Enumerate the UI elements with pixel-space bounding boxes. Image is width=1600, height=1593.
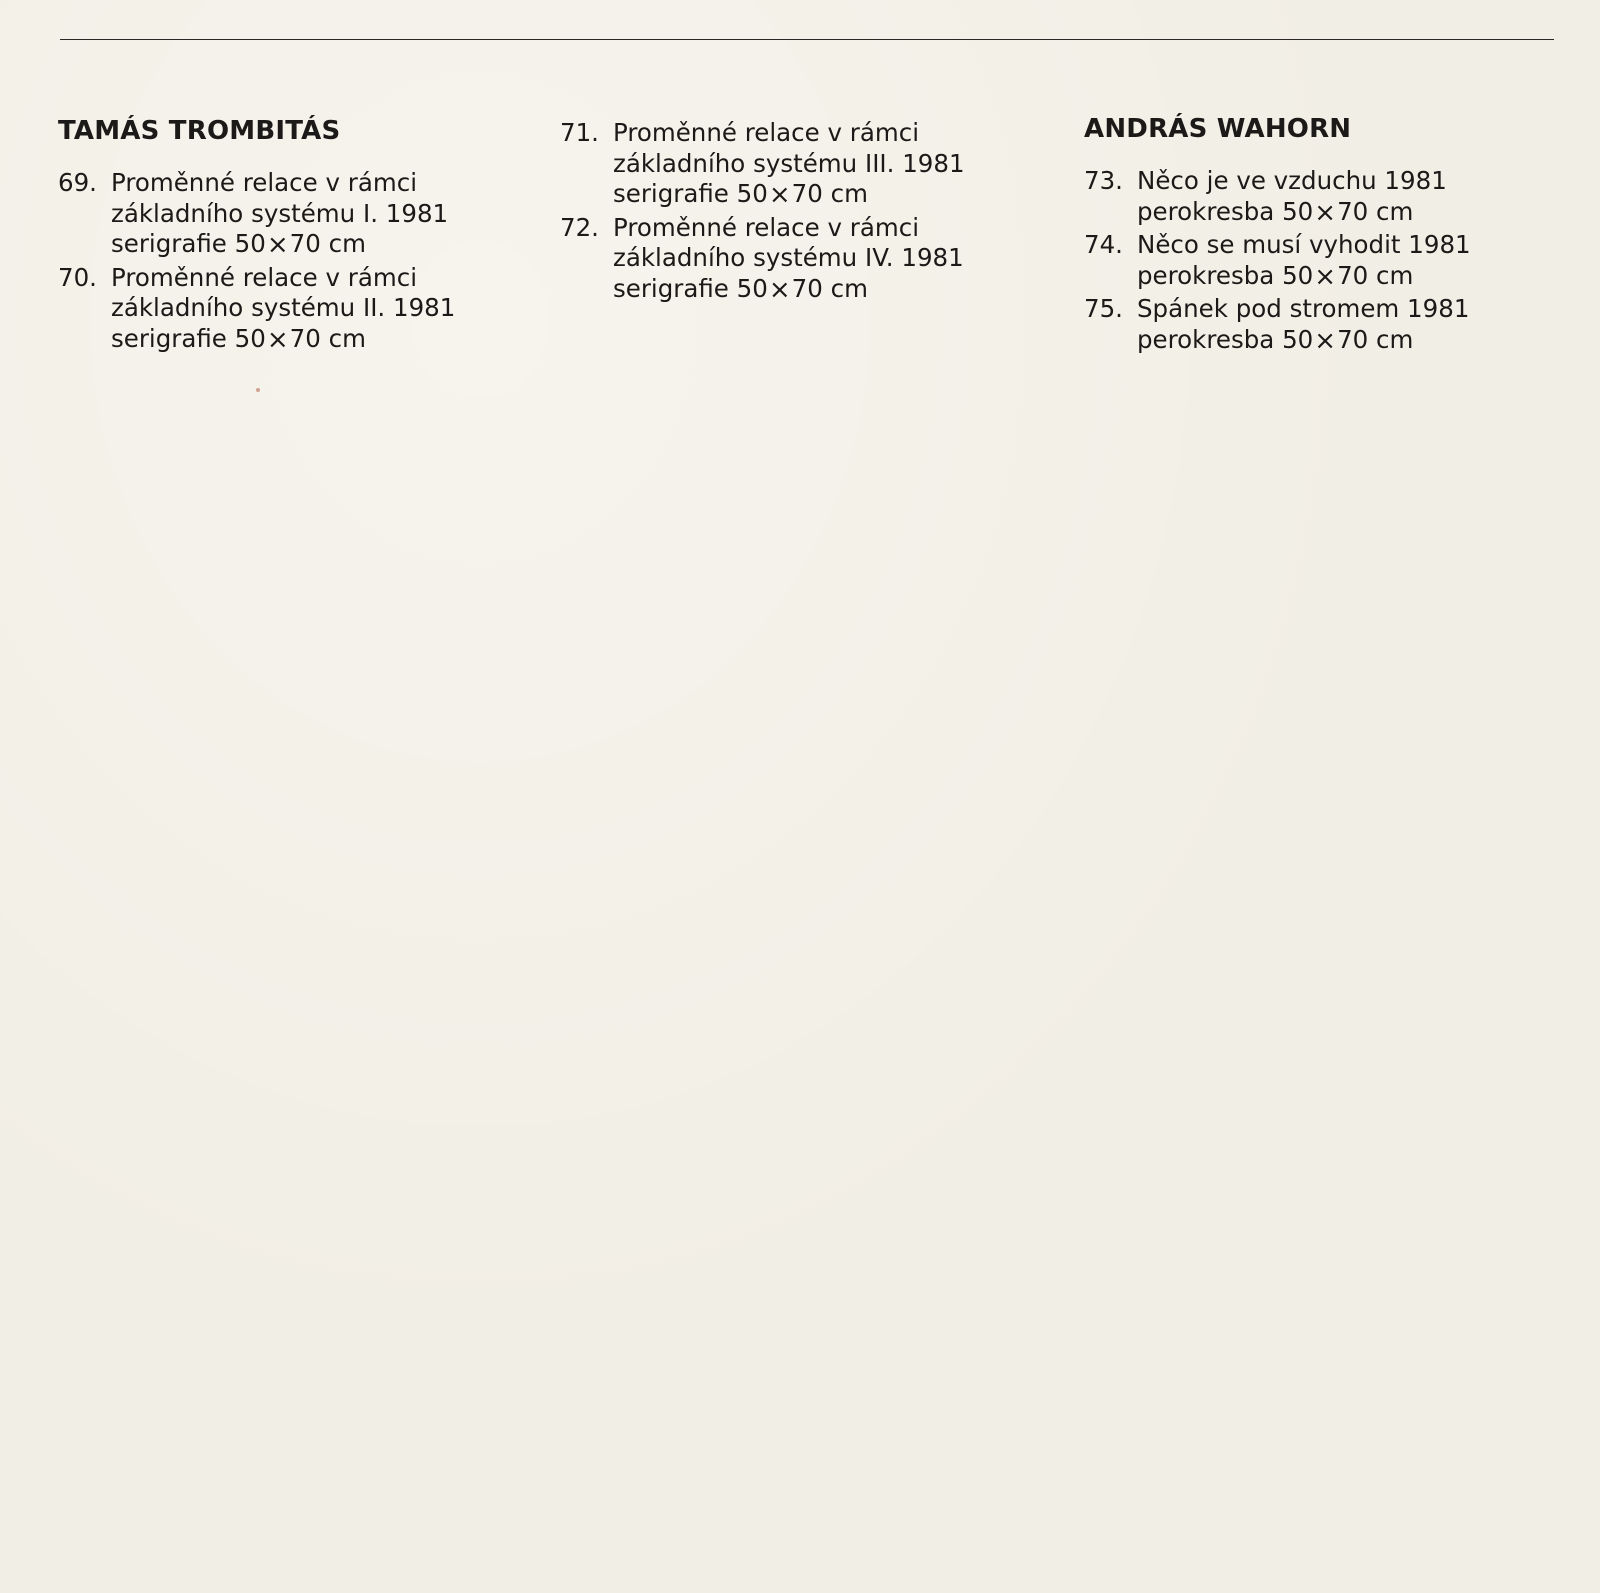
- entry-dim-a: 50: [1282, 196, 1314, 226]
- catalog-entry: [1084, 230, 1564, 291]
- entry-technique: serigrafie: [613, 179, 729, 208]
- entry-dim-b: 70 cm: [289, 323, 366, 353]
- entry-dim-a: 50: [234, 229, 266, 258]
- column-2: [560, 118, 1030, 307]
- entry-dim-a: 50: [736, 273, 768, 303]
- entry-title-line-1: Něco se musí vyhodit 1981: [1137, 230, 1471, 259]
- times-icon: ×: [768, 274, 791, 305]
- entry-text: [111, 263, 538, 355]
- entry-title-line-2: základního systému II. 1981: [111, 293, 456, 322]
- entry-technique: serigrafie: [111, 323, 227, 353]
- artist-heading: TAMÁS TROMBITÁS: [58, 116, 341, 146]
- entry-technique-line: [1137, 325, 1564, 356]
- entry-text: [613, 213, 1030, 305]
- catalog-entry: [1084, 294, 1564, 355]
- entry-text: [613, 118, 1030, 210]
- entry-number: 73.: [1084, 166, 1123, 195]
- entry-dim-b: 70 cm: [289, 229, 366, 258]
- times-icon: ×: [768, 180, 791, 210]
- entry-text: [111, 168, 538, 260]
- times-icon: ×: [266, 230, 289, 260]
- catalog-entry: [58, 263, 538, 355]
- paper-speck: [256, 388, 260, 392]
- times-icon: ×: [1314, 197, 1337, 228]
- entry-text: [1137, 230, 1564, 291]
- entry-title-line-1: Proměnné relace v rámci: [613, 118, 919, 147]
- top-rule: [60, 39, 1554, 40]
- column-1: [58, 116, 538, 357]
- entry-number: 71.: [560, 118, 599, 147]
- entry-technique: perokresba: [1137, 196, 1275, 226]
- entry-technique: perokresba: [1137, 324, 1275, 354]
- column-3: [1084, 114, 1564, 358]
- entry-technique-line: [1137, 197, 1564, 228]
- entry-technique-line: [111, 229, 538, 260]
- artist-heading: ANDRÁS WAHORN: [1084, 114, 1352, 144]
- times-icon: ×: [266, 324, 289, 355]
- entry-number: 74.: [1084, 230, 1123, 259]
- entry-dim-b: 70 cm: [791, 179, 868, 208]
- entry-technique-line: [111, 324, 538, 355]
- entry-title-line-1: Spánek pod stromem 1981: [1137, 294, 1470, 323]
- entry-dim-b: 70 cm: [791, 273, 868, 303]
- entry-number: 70.: [58, 262, 97, 292]
- entry-title-line-2: základního systému III. 1981: [613, 148, 965, 178]
- times-icon: ×: [1314, 261, 1337, 292]
- entry-technique: perokresba: [1137, 260, 1275, 290]
- entry-title-line-1: Něco je ve vzduchu 1981: [1137, 166, 1447, 195]
- catalog-entry: [560, 118, 1030, 210]
- catalog-entry: [1084, 166, 1564, 227]
- entry-title-line-2: základního systému I. 1981: [111, 198, 449, 228]
- entry-title-line-1: Proměnné relace v rámci: [111, 262, 417, 292]
- catalog-entry: [58, 168, 538, 260]
- entry-text: [1137, 294, 1564, 355]
- entry-technique-line: [1137, 261, 1564, 292]
- entry-dim-b: 70 cm: [1337, 260, 1414, 290]
- entry-technique: serigrafie: [613, 273, 729, 303]
- entry-dim-a: 50: [234, 323, 266, 353]
- entry-title-line-1: Proměnné relace v rámci: [111, 168, 417, 197]
- entry-technique: serigrafie: [111, 229, 227, 258]
- entry-dim-b: 70 cm: [1337, 324, 1414, 354]
- entry-number: 69.: [58, 168, 97, 197]
- entry-number: 72.: [560, 212, 599, 242]
- entry-technique-line: [613, 274, 1030, 305]
- times-icon: ×: [1314, 325, 1337, 356]
- entry-dim-b: 70 cm: [1337, 196, 1414, 226]
- entry-technique-line: [613, 179, 1030, 210]
- entry-number: 75.: [1084, 294, 1123, 323]
- entry-title-line-1: Proměnné relace v rámci: [613, 212, 919, 242]
- entry-text: [1137, 166, 1564, 227]
- entry-dim-a: 50: [1282, 260, 1314, 290]
- catalog-entry: [560, 213, 1030, 305]
- entry-dim-a: 50: [736, 179, 768, 208]
- entry-title-line-2: základního systému IV. 1981: [613, 243, 964, 272]
- entry-dim-a: 50: [1282, 324, 1314, 354]
